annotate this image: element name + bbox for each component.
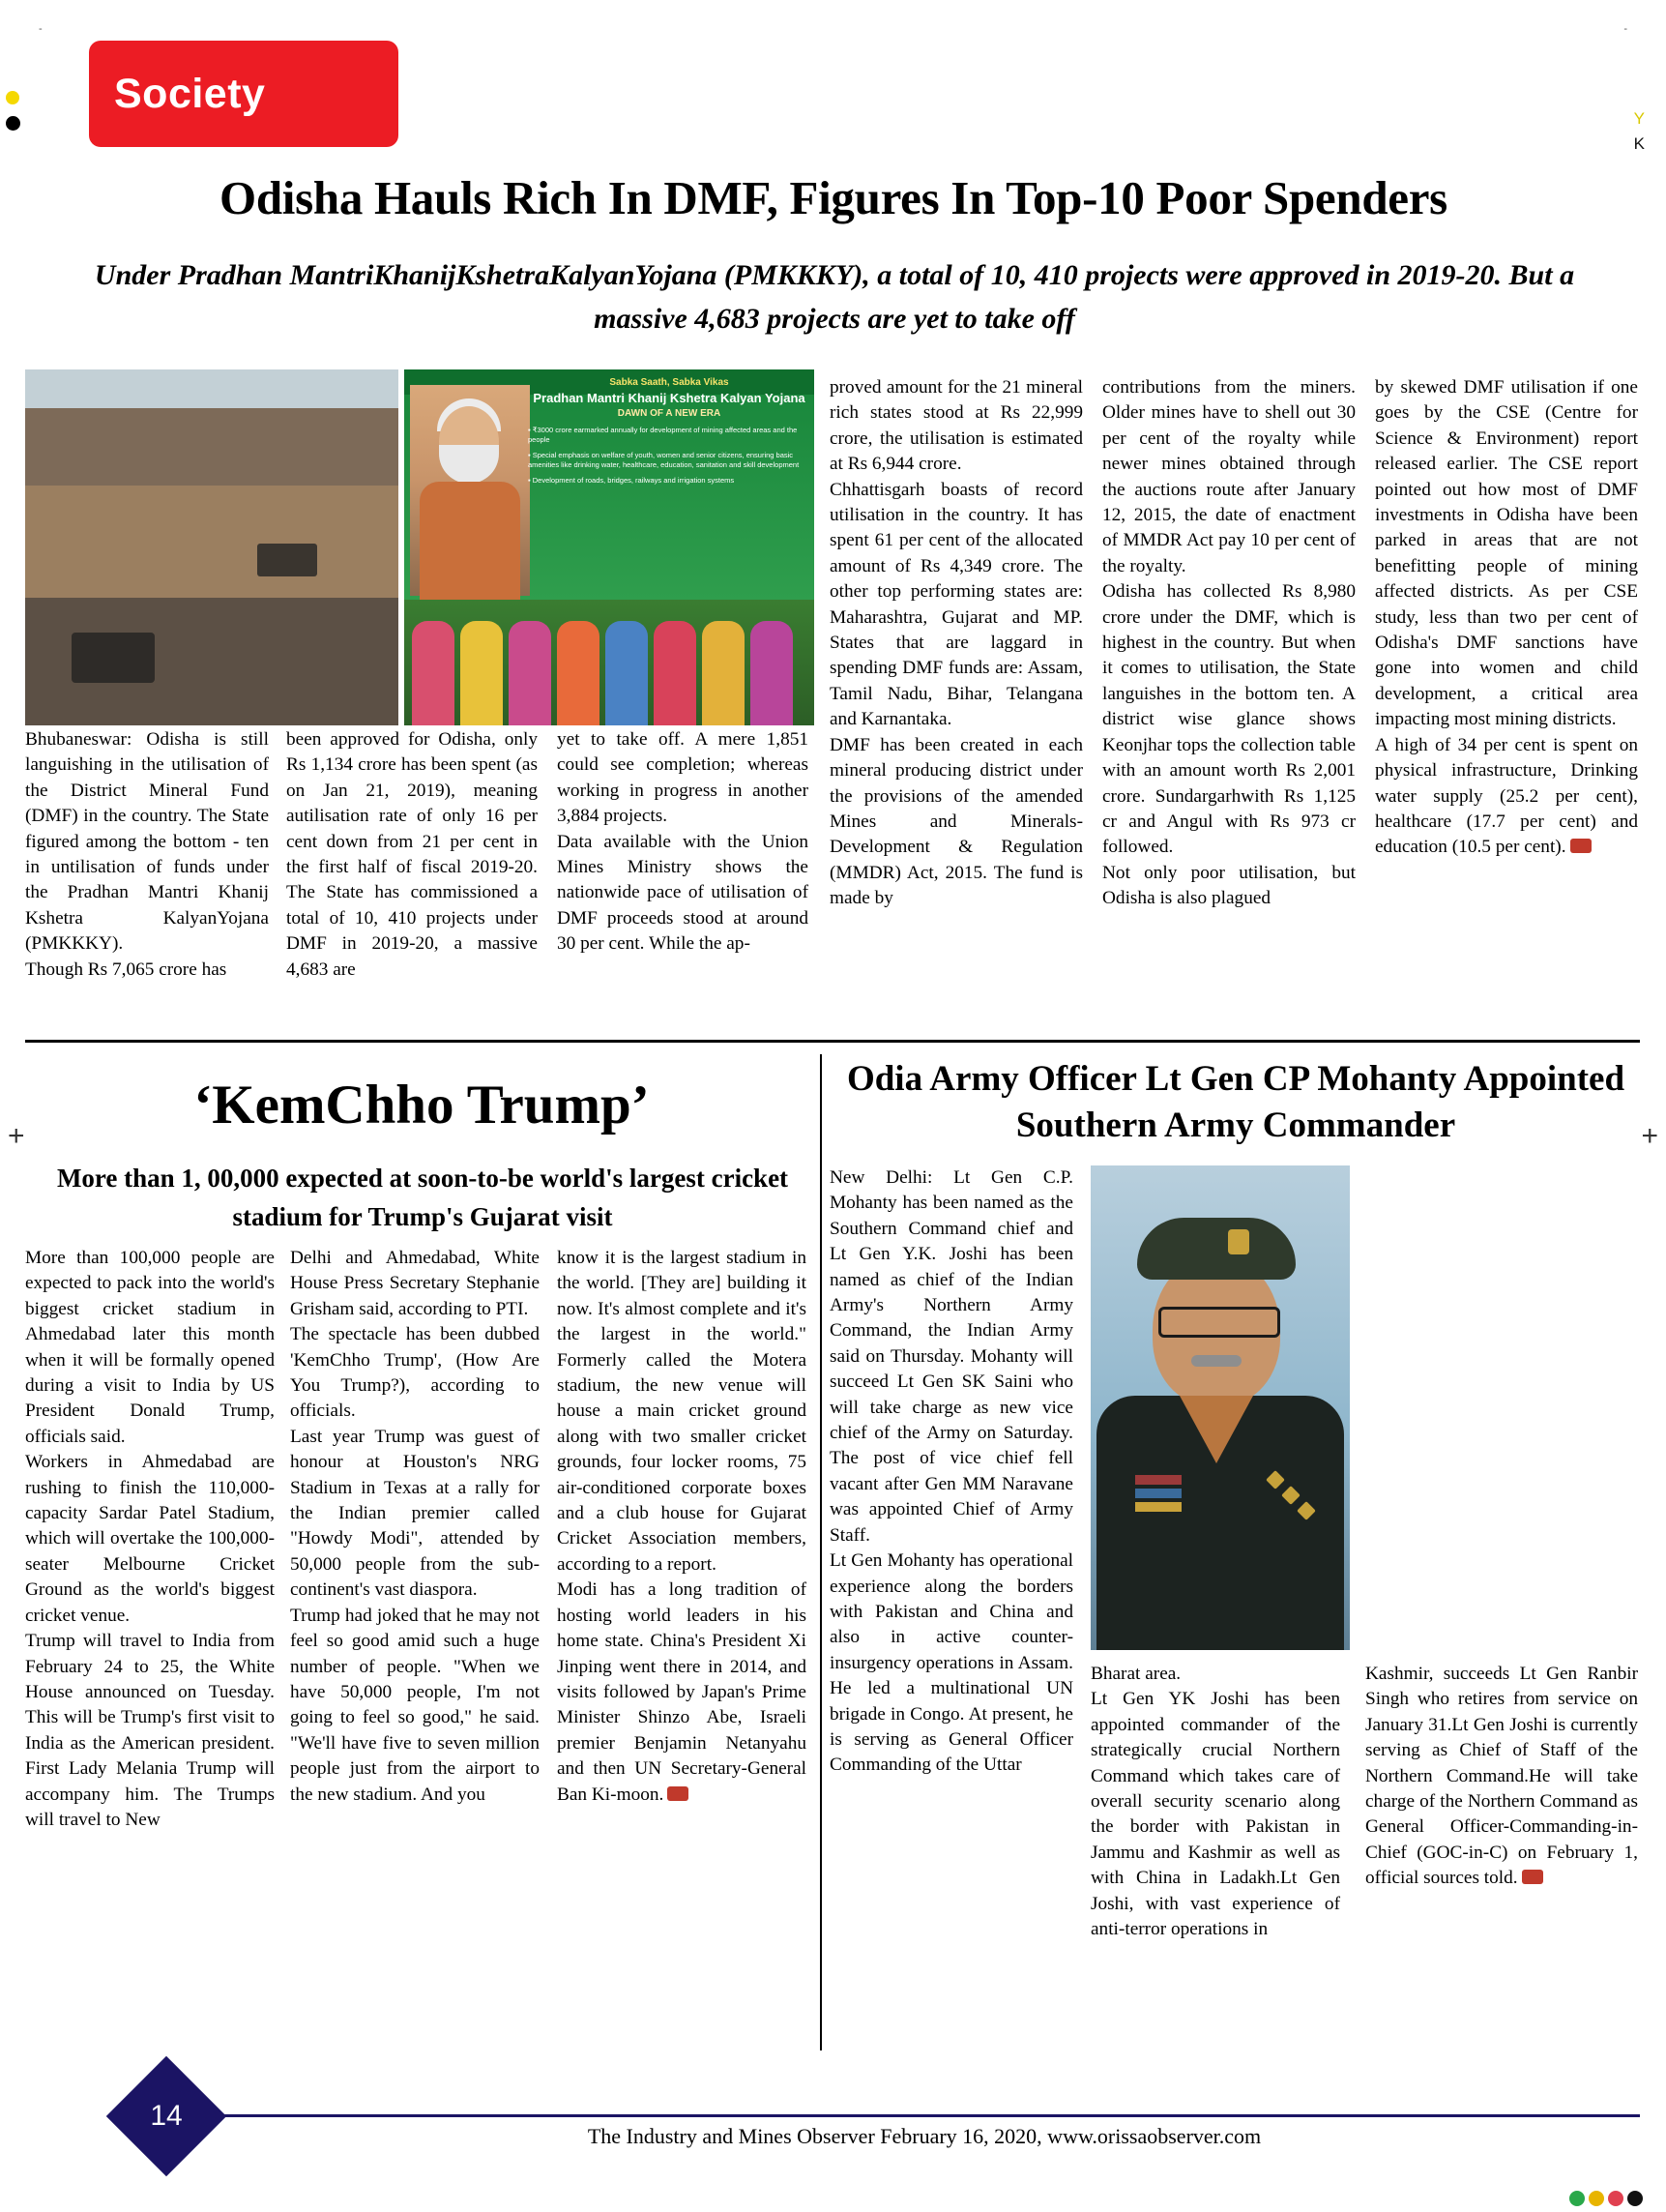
officer-beret (1137, 1218, 1296, 1280)
officer-medal-ribbons (1135, 1502, 1182, 1512)
end-of-article-mark (1570, 839, 1592, 853)
banner-bullet-3: ▪ Development of roads, bridges, railways and irrigation systems (528, 476, 735, 485)
column-divider-vertical (820, 1054, 822, 2050)
photo-mining-truck (72, 633, 155, 683)
banner-bullet-1: ▪ ₹3000 crore earmarked annually for development of mining affected areas and the people (528, 426, 798, 444)
story2-subhead: More than 1, 00,000 expected at soon-to-be world's largest cricket stadium for Trump's Gujarat visit (56, 1164, 789, 1231)
page-number: 14 (150, 2100, 183, 2132)
color-dot-red (1608, 2191, 1623, 2206)
story1-column-4: proved amount for the 21 mineral rich states stood at Rs 22,999 crore, the utilisation is estimated at Rs 6,944 crore. Chhattisgarh boasts of record utilisation in the country. It has spent 61 per cent of the allocated amount of Rs 4,349 crore. The other top performing states are: Maharashtra, Gujarat and MP. States that are laggard in spending DMF funds are: Assam, Tamil Nadu, Bihar, Telangana and Karnantaka. DMF has been created in each mineral producing district under the provisions of the amended Mines and Minerals- Development & Regulation (MMDR) Act, 2015. The fund is made by (830, 377, 1083, 909)
photo-hill (25, 408, 398, 495)
pmkkky-banner-photo (404, 369, 814, 725)
story1-headline: Odisha Hauls Rich In DMF, Figures In Top-10 Poor Spenders (219, 171, 1447, 224)
banner-dawn-text: DAWN OF A NEW ERA (617, 408, 721, 419)
banner-text-block (528, 377, 810, 486)
story2-column-2: Delhi and Ahmedabad, White House Press Secretary Stephanie Grisham said, according to PTI. The spectacle has been dubbed 'KemChho Trump', (How Are You Trump?), according to officials. Last year Trump was guest of honour at Houston's NRG Stadium in Texas at a rally for the Indian premier called "Howdy Modi", attended by 50,000 people from the sub-continent's vast diaspora. Trump had joked that he may not feel so good amid such a huge number of people. "When we have 50,000 people, I'm not going to feel so good," he said. "We'll have five to seven million people just from the airport to the new stadium. And you (290, 1248, 540, 1805)
story2-column-1: More than 100,000 people are expected to pack into the world's biggest cricket stadium in Ahmedabad later this month when it will be formally opened during a visit to India by US President Donald Trump, officials said. Workers in Ahmedabad are rushing to finish the 110,000-capacity Sardar Patel Stadium, which will overtake the 100,000-seater Melbourne Cricket Ground as the world's biggest cricket venue. Trump will travel to India from February 24 to 25, the White House announced on Tuesday. This will be Trump's first visit to India as the American president. First Lady Melania Trump will accompany him. The Trumps will travel to New (25, 1248, 275, 1830)
officer-medal-ribbons (1135, 1475, 1182, 1485)
officer-portrait-photo (1091, 1165, 1350, 1650)
crop-mark-left: + (8, 1120, 25, 1152)
crop-mark-right: + (1641, 1120, 1658, 1152)
footer-credit: The Industry and Mines Observer February 16, 2020, www.orissaobserver.com (587, 2124, 1262, 2148)
story2-column-3: know it is the largest stadium in the world. [They are] building it now. It's almost complete and it's the largest in the world." Formerly called the Motera stadium, the new venue will house a main cricket ground along with two smaller cricket grounds, four locker rooms, 75 air-conditioned corporate boxes and a club house for Gujarat Cricket Association members, according to a report. Modi has a long tradition of hosting world leaders in his home state. China's President Xi Jinping went there in 2014, and visits followed by Japan's Prime Minister Shinzo Abe, Israeli premier Benjamin Netanyahu and then UN Secretary-General Ban Ki-moon. (557, 1248, 806, 1805)
banner-tagline: Sabka Saath, Sabka Vikas (609, 377, 729, 388)
key-mark-y: Y (1633, 109, 1645, 128)
banner-crowd (404, 600, 814, 725)
mining-site-photo (25, 369, 398, 725)
crowd-figure (509, 621, 551, 725)
key-mark-k: K (1633, 134, 1645, 153)
color-key-marks (1634, 106, 1645, 157)
crowd-figure (654, 621, 696, 725)
story1-column-2: been approved for Odisha, only Rs 1,134 crore has been spent (as on Jan 21, 2019), meaning autilisation rate of only 16 per cent down from 21 per cent in the first half of fiscal 2019-20. The State has commissioned a total of 10, 410 projects under DMF in 2019-20, a massive 4,683 are (286, 729, 538, 980)
beret-badge-icon (1228, 1229, 1249, 1254)
portrait-beard (439, 445, 499, 484)
story2-headline: ‘KemChho Trump’ (193, 1075, 650, 1135)
crowd-figure (702, 621, 745, 725)
footer-rule (209, 2114, 1640, 2117)
section-divider-1 (25, 1040, 1640, 1043)
banner-bullet-2: ▪ Special emphasis on welfare of youth, women and senior citizens, ensuring basic amenities like drinking water, healthcare, education, sanitation and skill development (528, 451, 800, 469)
crowd-figure (557, 621, 599, 725)
section-tag-label: Society (114, 70, 266, 117)
crop-mark-top-right: - (1623, 23, 1627, 35)
prime-minister-portrait (410, 385, 530, 596)
color-calibration-dots (1569, 2191, 1643, 2206)
color-dot-green (1569, 2191, 1585, 2206)
story1-column-3: yet to take off. A mere 1,851 could see completion; whereas working in progress in another 3,884 projects. Data available with the Union Mines Ministry shows the nationwide pace of utilisation of DMF proceeds stood at around 30 per cent. While the ap- (557, 729, 808, 955)
end-of-article-mark (1522, 1870, 1543, 1884)
crowd-figure (605, 621, 648, 725)
story3-lead-column: New Delhi: Lt Gen C.P. Mohanty has been named as the Southern Command chief and Lt Gen Y.K. Joshi has been named as chief of the Indian Army's Northern Army Command, the Indian Army said on Thursday. Mohanty will succeed Lt Gen SK Saini who will take charge as new vice chief of the Army on Saturday. The post of vice chief fell vacant after Gen MM Naravane was appointed Chief of Army Staff. Lt Gen Mohanty has operational experience along the borders with Pakistan and China and also in active counter-insurgency operations in Assam. He led a multinational UN brigade in Congo. At present, he is serving as General Officer Commanding of the Uttar (830, 1167, 1073, 1776)
portrait-body (420, 482, 520, 611)
end-of-article-mark (667, 1786, 688, 1801)
officer-moustache (1191, 1355, 1242, 1367)
color-dot-black-2 (1627, 2191, 1643, 2206)
color-dot-yellow (6, 91, 19, 104)
photo-midground (25, 486, 398, 602)
crowd-figure (750, 621, 793, 725)
story1-column-6: by skewed DMF utilisation if one goes by the CSE (Centre for Science & Environment) report released earlier. The CSE report pointed out how most of DMF investments in Odisha have been parked in areas that are not benefitting people of mining affected districts. As per CSE study, less than two per cent of Odisha's DMF sanctions have gone into women and child development, a critical area impacting most mining districts. A high of 34 per cent is spent on physical infrastructure, Drinking water supply (25.2 per cent), healthcare (17.7 per cent) and education (10.5 per cent). (1375, 377, 1638, 858)
section-tag (89, 41, 398, 147)
officer-medal-ribbons (1135, 1489, 1182, 1498)
banner-title: Pradhan Mantri Khanij Kshetra Kalyan Yojana (533, 391, 805, 405)
officer-spectacles (1158, 1307, 1280, 1338)
story1-column-1: Bhubaneswar: Odisha is still languishing in the utilisation of the District Mineral Fund (DMF) in the country. The State figured among the bottom - ten in untilisation of funds under the Pradhan Mantri Khanij Kshetra KalyanYojana (PMKKKY). Though Rs 7,065 crore has (25, 729, 269, 980)
crop-mark-top-left: - (39, 23, 43, 35)
story3-column-3: Kashmir, succeeds Lt Gen Ranbir Singh who retires from service on January 31.Lt Gen Joshi is currently serving as Chief of Staff of the Northern Command.He will take charge of the Northern Command as General Officer-Commanding-in-Chief (GOC-in-C) on February 1, official sources told. (1365, 1664, 1638, 1889)
story1-column-5: contributions from the miners. Older mines have to shell out 30 per cent of the royalty while newer mines obtained through the auctions route after January 12, 2015, the date of enactment of MMDR Act pay 10 per cent of the royalty. Odisha has collected Rs 8,980 crore under the DMF, which is highest in the country. But when it comes to utilisation, the State languishes in the bottom ten. A district wise glance shows Keonjhar tops the collection table with an amount worth Rs 2,001 crore. Sundargarhwith Rs 1,125 cr and Angul with Rs 973 cr followed. Not only poor utilisation, but Odisha is also plagued (1102, 377, 1356, 909)
photo-mining-truck-2 (257, 544, 317, 576)
story1-subhead: Under Pradhan MantriKhanijKshetraKalyanYojana (PMKKKY), a total of 10, 410 projects were approved in 2019-20. But a massive 4,683 projects are yet to take off (94, 259, 1575, 335)
story3-column-2: Bharat area. Lt Gen YK Joshi has been appointed commander of the strategically crucial Northern Command which takes care of overall security scenario along the border with Pakistan in Jammu and Kashmir as well as with China in Ladakh.Lt Gen Joshi, with vast experience of anti-terror operations in (1091, 1664, 1340, 1940)
story3-headline: Odia Army Officer Lt Gen CP Mohanty Appointed Southern Army Commander (846, 1059, 1625, 1145)
crowd-figure (412, 621, 454, 725)
color-dot-black (6, 116, 20, 131)
color-dot-yellow-2 (1589, 2191, 1604, 2206)
crowd-figure (460, 621, 503, 725)
